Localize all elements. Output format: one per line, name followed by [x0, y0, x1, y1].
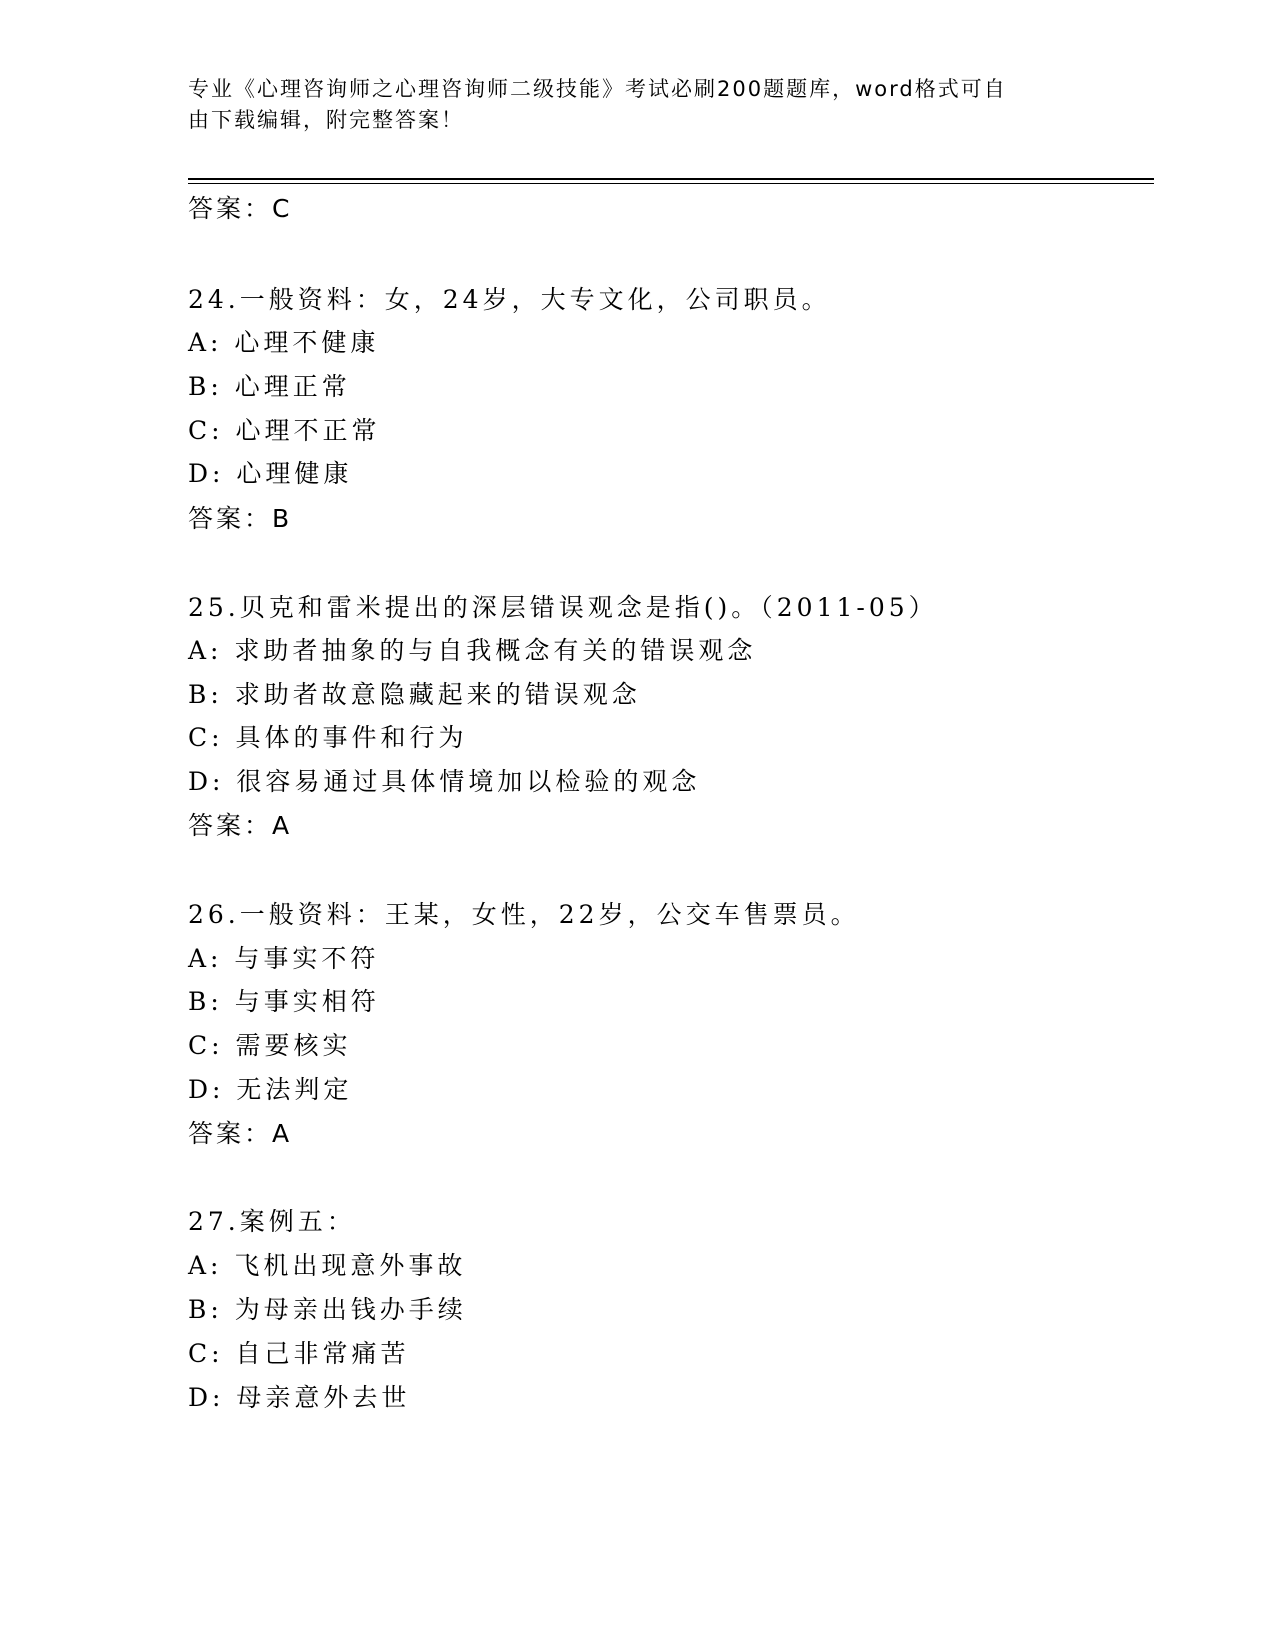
answer-25: 答案：A	[188, 811, 293, 840]
question-24-option-c: C: 心理不正常	[188, 416, 381, 445]
question-24-option-b: B: 心理正常	[188, 372, 351, 401]
question-24-option-a: A: 心理不健康	[188, 328, 380, 357]
question-27-option-d: D: 母亲意外去世	[188, 1383, 411, 1412]
answer-24: 答案：B	[188, 504, 293, 533]
question-27-stem: 27.案例五：	[188, 1207, 356, 1236]
header-line-1: 专业《心理咨询师之心理咨询师二级技能》考试必刷200题题库，word格式可自	[188, 77, 1007, 101]
question-27-option-a: A: 飞机出现意外事故	[188, 1251, 467, 1280]
question-27-option-c: C: 自己非常痛苦	[188, 1339, 410, 1368]
question-25-option-b: B: 求助者故意隐藏起来的错误观念	[188, 680, 641, 709]
question-25-option-a: A: 求助者抽象的与自我概念有关的错误观念	[188, 636, 757, 665]
question-25-option-c: C: 具体的事件和行为	[188, 723, 468, 752]
answer-23: 答案：C	[188, 194, 293, 223]
question-24-stem: 24.一般资料：女，24岁，大专文化，公司职员。	[188, 285, 831, 314]
header-divider-thick	[188, 178, 1154, 180]
question-24-option-d: D: 心理健康	[188, 459, 353, 488]
header-line-2: 由下载编辑，附完整答案！	[188, 108, 464, 132]
question-26-option-a: A: 与事实不符	[188, 944, 380, 973]
question-26-option-c: C: 需要核实	[188, 1031, 352, 1060]
question-26-stem: 26.一般资料：王某，女性，22岁，公交车售票员。	[188, 900, 860, 929]
document-header	[188, 74, 1088, 136]
question-27-option-b: B: 为母亲出钱办手续	[188, 1295, 467, 1324]
question-25-stem: 25.贝克和雷米提出的深层错误观念是指()。（2011-05）	[188, 593, 938, 622]
question-26-option-b: B: 与事实相符	[188, 987, 380, 1016]
header-divider-thin	[188, 183, 1154, 184]
question-25-option-d: D: 很容易通过具体情境加以检验的观念	[188, 767, 701, 796]
question-26-option-d: D: 无法判定	[188, 1075, 353, 1104]
answer-26: 答案：A	[188, 1119, 293, 1148]
